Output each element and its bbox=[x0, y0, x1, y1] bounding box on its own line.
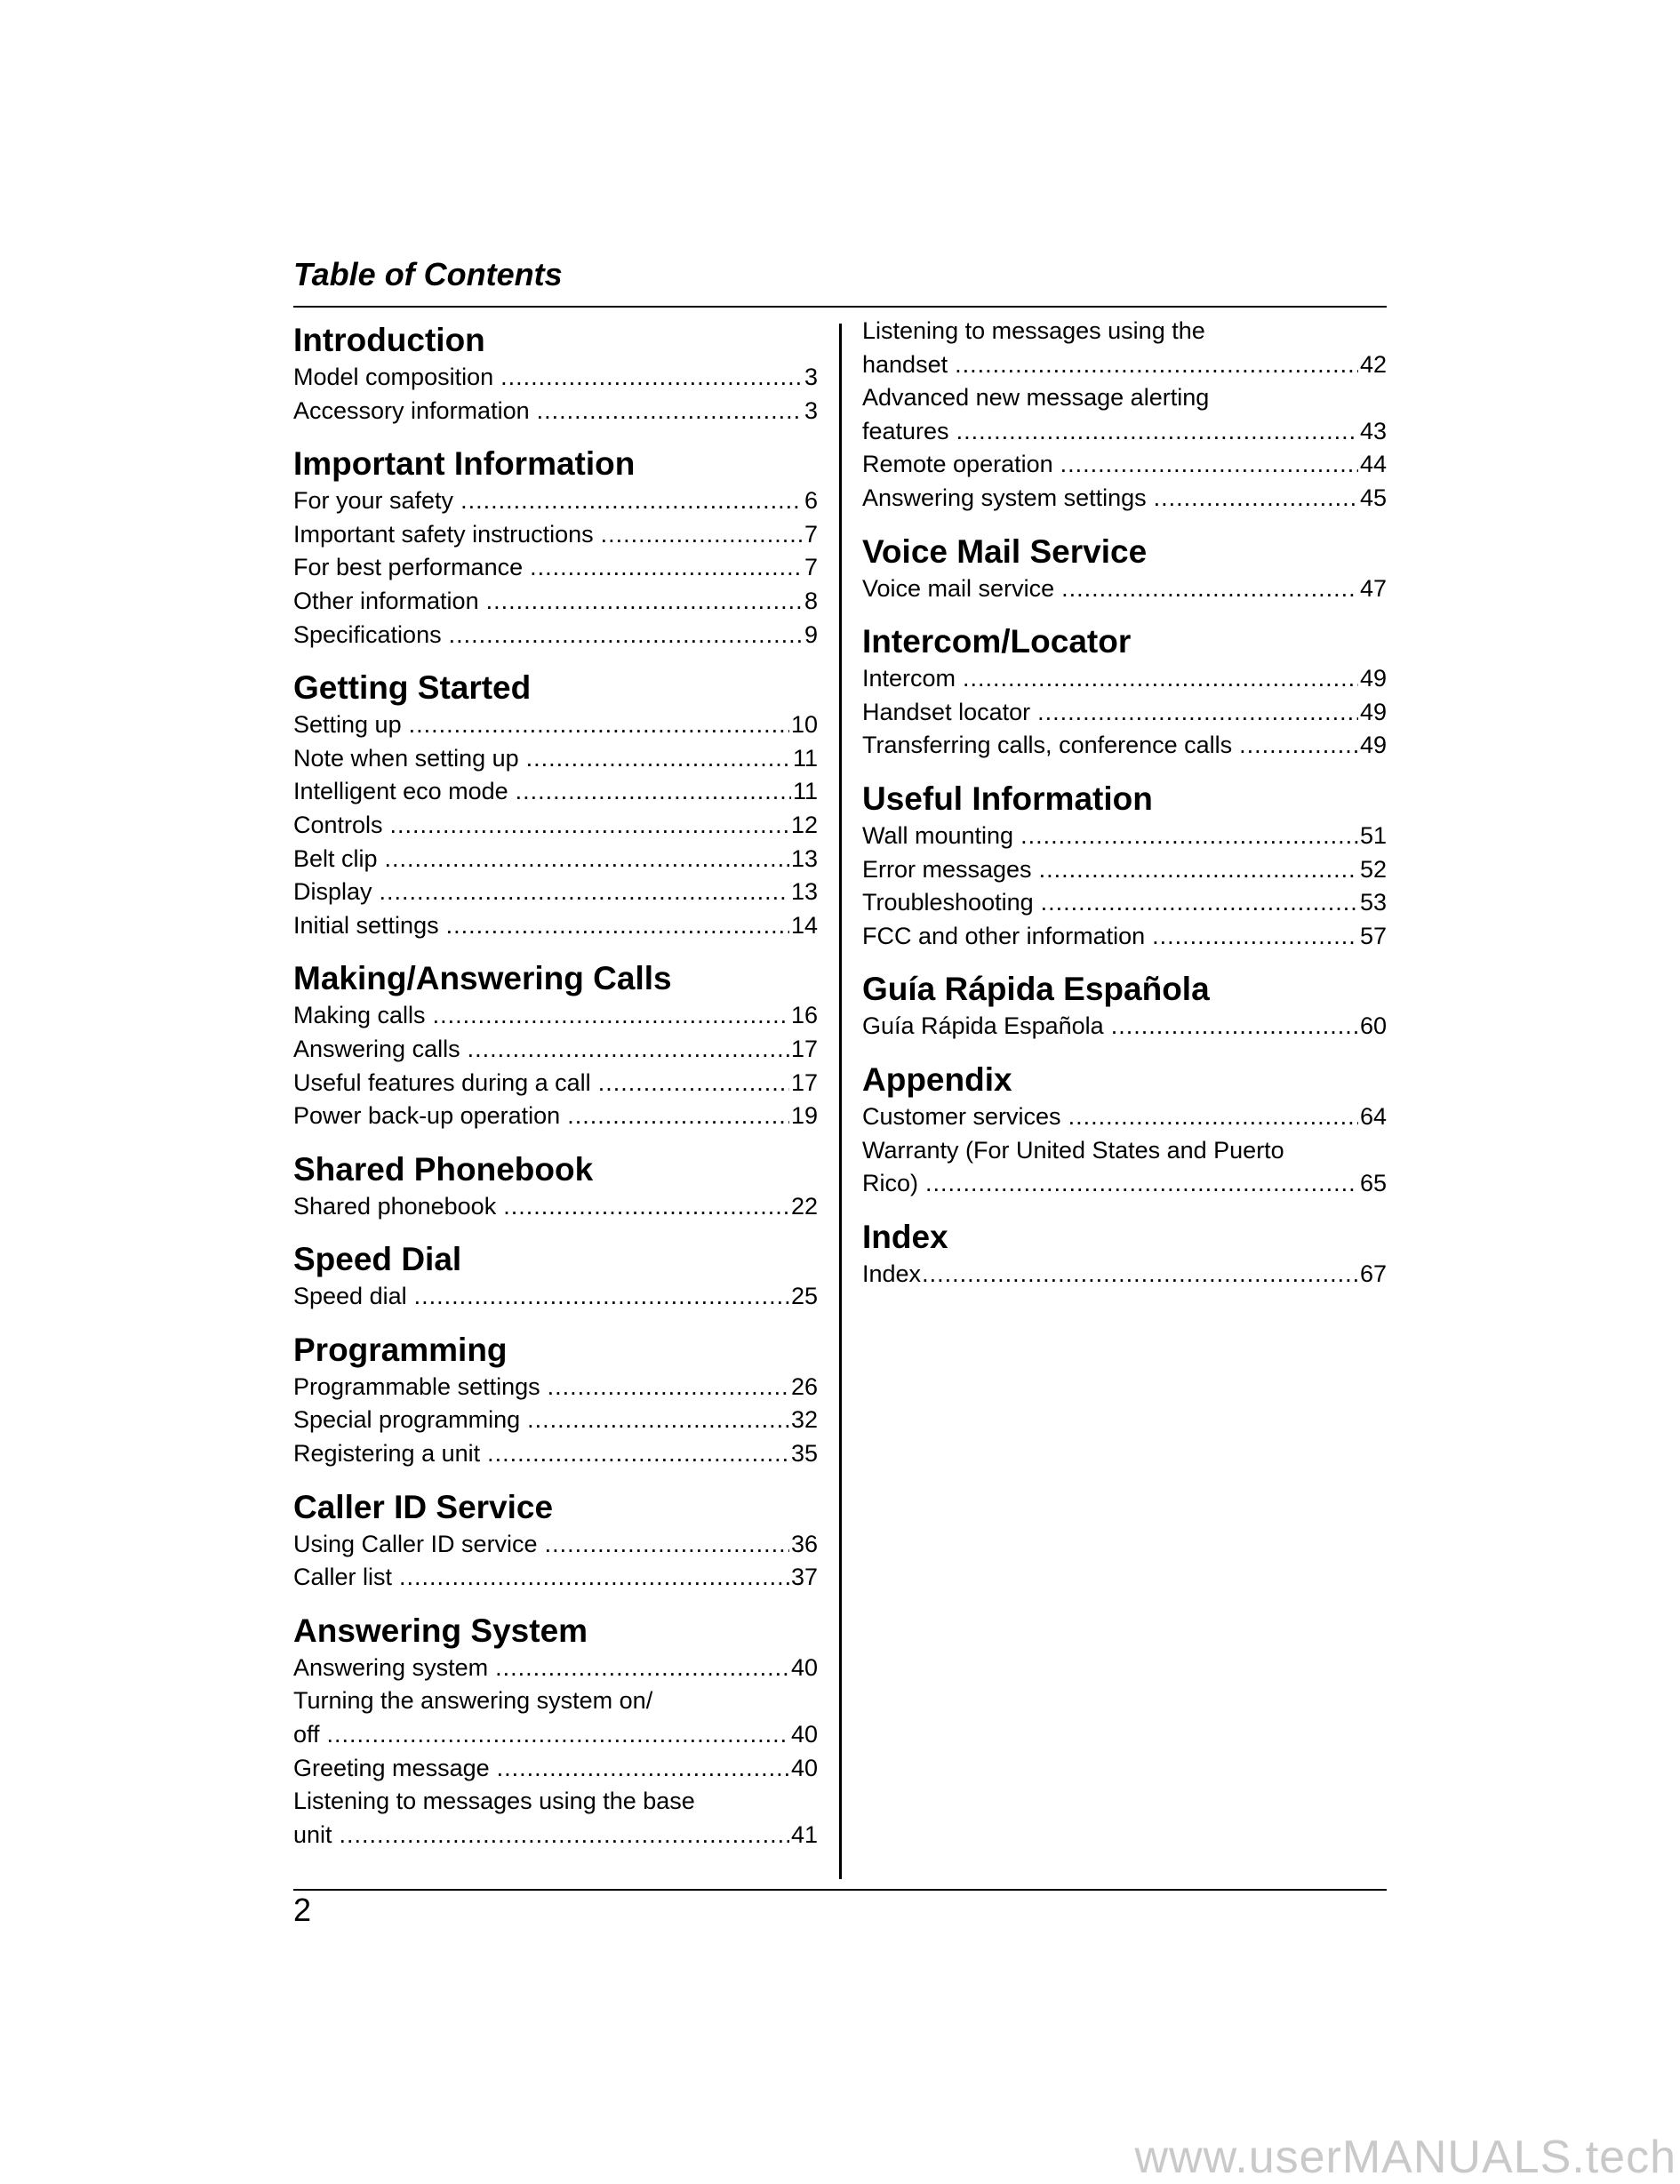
toc-entry-title: Note when setting up bbox=[293, 744, 519, 772]
toc-entry-useful-features-during-a-call[interactable] bbox=[293, 1067, 818, 1100]
toc-section-appendix bbox=[862, 1060, 1387, 1201]
toc-entry-title: Answering calls bbox=[293, 1035, 460, 1062]
section-heading: Getting Started bbox=[293, 669, 532, 707]
toc-left-column bbox=[293, 320, 818, 1868]
toc-entry-title: Important safety instructions bbox=[293, 520, 594, 548]
toc-entry-title: Programmable settings bbox=[293, 1372, 540, 1400]
toc-entry-page: 22 bbox=[790, 1192, 818, 1220]
toc-entry-fcc-and-other-information[interactable] bbox=[862, 920, 1387, 954]
toc-entry-other-information[interactable] bbox=[293, 585, 818, 619]
toc-entry-shared-phonebook[interactable] bbox=[293, 1190, 818, 1224]
toc-entry-page: 60 bbox=[1359, 1012, 1387, 1040]
section-heading: Programming bbox=[293, 1331, 508, 1368]
toc-entry-listening-to-messages-using-the-handset[interactable] bbox=[862, 348, 1387, 382]
toc-entry-page: 67 bbox=[1359, 1260, 1387, 1287]
toc-entry-page: 49 bbox=[1359, 732, 1387, 759]
toc-entry-title: Shared phonebook bbox=[293, 1192, 497, 1220]
toc-section-getting-started bbox=[293, 668, 818, 942]
dot-leader bbox=[1154, 482, 1358, 516]
dot-leader bbox=[487, 1437, 789, 1471]
toc-entry-model-composition[interactable] bbox=[293, 361, 818, 395]
dot-leader bbox=[601, 518, 803, 552]
toc-entry-transferring-calls-conference-calls[interactable] bbox=[862, 729, 1387, 763]
toc-entry-page: 49 bbox=[1359, 698, 1387, 725]
toc-continued-entries bbox=[862, 315, 1387, 516]
dot-leader bbox=[409, 708, 789, 742]
dot-leader bbox=[567, 1100, 789, 1133]
dot-leader bbox=[327, 1718, 789, 1752]
dot-leader bbox=[925, 1167, 1358, 1201]
toc-entry-greeting-message[interactable] bbox=[293, 1752, 818, 1786]
toc-entry-page: 17 bbox=[790, 1035, 818, 1062]
toc-entry-page: 43 bbox=[1359, 417, 1387, 444]
toc-entry-page: 53 bbox=[1359, 889, 1387, 916]
dot-leader bbox=[1041, 886, 1358, 920]
toc-section-important-information bbox=[293, 444, 818, 652]
toc-entry-title-line: Listening to messages using the bbox=[862, 317, 1205, 344]
toc-entry-title: Intelligent eco mode bbox=[293, 778, 508, 805]
toc-section-caller-id-service bbox=[293, 1487, 818, 1595]
toc-section-programming bbox=[293, 1330, 818, 1471]
toc-entry-title: Registering a unit bbox=[293, 1440, 481, 1468]
toc-entry-title: Remote operation bbox=[862, 451, 1053, 478]
toc-entry-page: 35 bbox=[790, 1440, 818, 1468]
toc-entry-title: Setting up bbox=[293, 711, 402, 739]
toc-entry-title: Error messages bbox=[862, 855, 1032, 883]
toc-entry-page: 7 bbox=[804, 554, 818, 581]
toc-entry-title: Display bbox=[293, 878, 372, 906]
toc-section-introduction bbox=[293, 320, 818, 428]
section-heading: Guía Rápida Española bbox=[862, 971, 1210, 1008]
dot-leader bbox=[955, 348, 1358, 382]
toc-entry-page: 41 bbox=[790, 1820, 818, 1848]
toc-entry-intelligent-eco-mode[interactable] bbox=[293, 775, 818, 809]
toc-entry-making-calls[interactable] bbox=[293, 999, 818, 1033]
dot-leader bbox=[500, 361, 803, 395]
toc-entry-page: 9 bbox=[804, 620, 818, 648]
dot-leader bbox=[380, 876, 789, 909]
toc-entry-page: 6 bbox=[804, 487, 818, 515]
section-heading: Making/Answering Calls bbox=[293, 960, 672, 997]
toc-entry-page: 17 bbox=[790, 1068, 818, 1096]
toc-entry-handset-locator[interactable] bbox=[862, 696, 1387, 730]
dot-leader bbox=[527, 1404, 789, 1437]
toc-entry-answering-calls[interactable] bbox=[293, 1033, 818, 1067]
toc-entry-voice-mail-service[interactable] bbox=[862, 572, 1387, 606]
toc-entry-remote-operation[interactable] bbox=[862, 448, 1387, 482]
dot-leader bbox=[963, 662, 1358, 696]
toc-entry-title: Transferring calls, conference calls bbox=[862, 732, 1233, 759]
toc-entry-title: Power back-up operation bbox=[293, 1102, 561, 1130]
toc-entry-title: Voice mail service bbox=[862, 574, 1055, 602]
dot-leader bbox=[503, 1190, 789, 1224]
toc-section-intercom-locator bbox=[862, 621, 1387, 763]
toc-entry-page: 12 bbox=[790, 811, 818, 838]
dot-leader bbox=[1039, 853, 1358, 887]
dot-leader bbox=[468, 1033, 789, 1067]
toc-entry-title: Other information bbox=[293, 587, 479, 614]
toc-entry-page: 3 bbox=[804, 364, 818, 390]
dot-leader bbox=[399, 1561, 789, 1595]
section-heading: Introduction bbox=[293, 322, 485, 358]
toc-entry-caller-list[interactable] bbox=[293, 1561, 818, 1595]
toc-entry-title: Special programming bbox=[293, 1406, 521, 1434]
dot-leader bbox=[1037, 696, 1358, 730]
toc-entry-page: 45 bbox=[1359, 484, 1387, 511]
toc-entry-note-when-setting-up[interactable] bbox=[293, 742, 818, 776]
toc-entry-troubleshooting[interactable] bbox=[862, 886, 1387, 920]
dot-leader bbox=[414, 1280, 789, 1314]
dot-leader bbox=[1239, 729, 1358, 763]
dot-leader bbox=[460, 484, 803, 518]
toc-entry-title: For your safety bbox=[293, 487, 454, 515]
toc-entry-registering-a-unit[interactable] bbox=[293, 1437, 818, 1471]
toc-entry-accessory-information[interactable] bbox=[293, 395, 818, 428]
section-heading: Shared Phonebook bbox=[293, 1150, 594, 1188]
section-heading: Index bbox=[862, 1218, 948, 1255]
dot-leader bbox=[340, 1819, 789, 1852]
toc-entry-special-programming[interactable] bbox=[293, 1404, 818, 1437]
header-rule bbox=[293, 306, 1387, 308]
toc-entry-title-line: Listening to messages using the base bbox=[293, 1788, 695, 1815]
toc-entry-title: handset bbox=[862, 350, 948, 378]
toc-entry-initial-settings[interactable] bbox=[293, 909, 818, 943]
toc-entry-display[interactable] bbox=[293, 876, 818, 909]
toc-section-answering-system bbox=[293, 1611, 818, 1852]
dot-leader bbox=[495, 1652, 789, 1685]
toc-entry-page: 47 bbox=[1359, 574, 1387, 602]
toc-entry-page: 32 bbox=[790, 1406, 818, 1434]
toc-entry-title: Guía Rápida Española bbox=[862, 1012, 1104, 1040]
dot-leader bbox=[446, 909, 789, 943]
dot-leader bbox=[1020, 820, 1358, 853]
footer-rule bbox=[293, 1889, 1387, 1891]
toc-entry-title: Initial settings bbox=[293, 911, 439, 939]
toc-entry-title: Using Caller ID service bbox=[293, 1530, 538, 1557]
toc-entry-page: 52 bbox=[1359, 855, 1387, 883]
dot-leader bbox=[385, 843, 789, 876]
toc-entry-specifications[interactable] bbox=[293, 619, 818, 652]
toc-section-making-answering-calls bbox=[293, 958, 818, 1132]
section-heading: Important Information bbox=[293, 445, 636, 483]
toc-section-shared-phonebook bbox=[293, 1149, 818, 1224]
toc-entry-title: Belt clip bbox=[293, 844, 378, 872]
dot-leader bbox=[1111, 1010, 1358, 1044]
toc-entry-page: 16 bbox=[790, 1002, 818, 1029]
toc-entry-title: Making calls bbox=[293, 1002, 426, 1029]
toc-entry-page: 11 bbox=[792, 778, 818, 805]
toc-entry-warranty-for-united-states-and-puerto-rico[interactable] bbox=[862, 1167, 1387, 1201]
toc-entry-page: 10 bbox=[790, 711, 818, 739]
dot-leader bbox=[548, 1371, 789, 1404]
toc-entry-title: For best performance bbox=[293, 554, 524, 581]
toc-entry-page: 25 bbox=[790, 1283, 818, 1310]
toc-entry-important-safety-instructions[interactable] bbox=[293, 518, 818, 552]
toc-entry-answering-system[interactable] bbox=[293, 1652, 818, 1685]
dot-leader bbox=[1060, 448, 1358, 482]
section-heading: Speed Dial bbox=[293, 1241, 462, 1278]
toc-entry-title-line: Warranty (For United States and Puerto bbox=[862, 1136, 1284, 1164]
toc-section-useful-information bbox=[862, 779, 1387, 953]
toc-entry-page: 49 bbox=[1359, 665, 1387, 692]
dot-leader bbox=[545, 1528, 789, 1562]
toc-entry-page: 40 bbox=[790, 1653, 818, 1681]
toc-entry-title: features bbox=[862, 417, 949, 444]
toc-entry-setting-up[interactable] bbox=[293, 708, 818, 742]
toc-entry-page: 14 bbox=[790, 911, 818, 939]
dot-leader bbox=[537, 395, 803, 428]
toc-entry-title-line: Turning the answering system on/ bbox=[293, 1687, 653, 1715]
toc-entry-page: 40 bbox=[790, 1754, 818, 1781]
toc-entry-title: Useful features during a call bbox=[293, 1068, 591, 1096]
toc-entry-for-your-safety[interactable] bbox=[293, 484, 818, 518]
toc-entry-page: 26 bbox=[790, 1372, 818, 1400]
toc-entry-guia-rapida-espanola[interactable] bbox=[862, 1010, 1387, 1044]
page-title: Table of Contents bbox=[293, 256, 563, 292]
section-heading: Answering System bbox=[293, 1612, 588, 1649]
toc-entry-title: FCC and other information bbox=[862, 922, 1146, 949]
toc-entry-page: 65 bbox=[1359, 1170, 1387, 1197]
toc-entry-intercom[interactable] bbox=[862, 662, 1387, 696]
toc-section-guia-rapida-espanola bbox=[862, 969, 1387, 1044]
toc-entry-title: Answering system bbox=[293, 1653, 489, 1681]
dot-leader bbox=[1152, 920, 1358, 954]
toc-entry-title: unit bbox=[293, 1820, 332, 1848]
toc-entry-using-caller-id-service[interactable] bbox=[293, 1528, 818, 1562]
toc-entry-title: Intercom bbox=[862, 665, 956, 692]
toc-entry-title: Controls bbox=[293, 811, 383, 838]
toc-entry-page: 7 bbox=[804, 520, 818, 548]
toc-entry-page: 42 bbox=[1359, 350, 1387, 378]
column-divider bbox=[839, 324, 842, 1879]
toc-entry-programmable-settings[interactable] bbox=[293, 1371, 818, 1404]
toc-entry-title: off bbox=[293, 1721, 320, 1748]
toc-entry-page: 57 bbox=[1359, 922, 1387, 949]
toc-entry-page: 3 bbox=[804, 396, 818, 424]
section-heading: Appendix bbox=[862, 1060, 1012, 1098]
toc-right-column bbox=[862, 317, 1387, 1307]
page-number: 2 bbox=[293, 1892, 312, 1928]
toc-entry-customer-services[interactable] bbox=[862, 1100, 1387, 1134]
toc-entry-listening-to-messages-using-the-base-unit[interactable] bbox=[293, 1819, 818, 1852]
toc-section-speed-dial bbox=[293, 1239, 818, 1314]
toc-entry-error-messages[interactable] bbox=[862, 853, 1387, 887]
dot-leader bbox=[526, 742, 791, 776]
dot-leader bbox=[433, 999, 789, 1033]
section-heading: Caller ID Service bbox=[293, 1488, 554, 1525]
toc-entry-speed-dial[interactable] bbox=[293, 1280, 818, 1314]
toc-entry-title: Greeting message bbox=[293, 1754, 490, 1781]
dot-leader bbox=[922, 1258, 1358, 1292]
toc-entry-answering-system-settings[interactable] bbox=[862, 482, 1387, 516]
section-heading: Useful Information bbox=[862, 780, 1153, 817]
toc-entry-for-best-performance[interactable] bbox=[293, 551, 818, 585]
toc-entry-page: 19 bbox=[790, 1102, 818, 1130]
watermark: www.userMANUALS.tech bbox=[1134, 2132, 1676, 2183]
toc-entry-title: Accessory information bbox=[293, 396, 530, 424]
dot-leader bbox=[449, 619, 803, 652]
dot-leader bbox=[390, 809, 789, 843]
toc-entry-page: 13 bbox=[790, 844, 818, 872]
toc-entry-title: Customer services bbox=[862, 1102, 1061, 1130]
toc-entry-advanced-new-message-alerting-features[interactable] bbox=[862, 415, 1387, 449]
toc-entry-title: Model composition bbox=[293, 364, 494, 390]
toc-entry-wall-mounting[interactable] bbox=[862, 820, 1387, 853]
dot-leader bbox=[486, 585, 803, 619]
dot-leader bbox=[598, 1067, 789, 1100]
dot-leader bbox=[1061, 572, 1358, 606]
dot-leader bbox=[530, 551, 803, 585]
toc-entry-turning-the-answering-system-on-off[interactable] bbox=[293, 1718, 818, 1752]
toc-entry-belt-clip[interactable] bbox=[293, 843, 818, 876]
toc-entry-title: Rico) bbox=[862, 1170, 919, 1197]
toc-entry-title-line: Advanced new message alerting bbox=[862, 384, 1210, 412]
dot-leader bbox=[1068, 1100, 1358, 1134]
toc-entry-title: Troubleshooting bbox=[862, 889, 1034, 916]
toc-entry-page: 40 bbox=[790, 1721, 818, 1748]
dot-leader bbox=[956, 415, 1358, 449]
toc-entry-page: 64 bbox=[1359, 1102, 1387, 1130]
section-heading: Voice Mail Service bbox=[862, 532, 1148, 570]
toc-entry-title: Answering system settings bbox=[862, 484, 1147, 511]
toc-section-index bbox=[862, 1217, 1387, 1292]
toc-entry-title: Speed dial bbox=[293, 1283, 407, 1310]
toc-entry-page: 8 bbox=[804, 587, 818, 614]
toc-section-voice-mail-service bbox=[862, 532, 1387, 606]
toc-entry-title: Caller list bbox=[293, 1564, 393, 1591]
toc-entry-index[interactable] bbox=[862, 1258, 1387, 1292]
dot-leader bbox=[516, 775, 791, 809]
toc-entry-title: Index bbox=[862, 1260, 922, 1287]
toc-entry-page: 11 bbox=[792, 744, 818, 772]
section-heading: Intercom/Locator bbox=[862, 623, 1132, 660]
toc-entry-title: Specifications bbox=[293, 620, 442, 648]
toc-entry-page: 51 bbox=[1359, 821, 1387, 849]
toc-entry-page: 37 bbox=[790, 1564, 818, 1591]
toc-entry-title: Handset locator bbox=[862, 698, 1031, 725]
toc-entry-title: Wall mounting bbox=[862, 821, 1014, 849]
toc-entry-controls[interactable] bbox=[293, 809, 818, 843]
toc-entry-page: 44 bbox=[1359, 451, 1387, 478]
dot-leader bbox=[497, 1752, 789, 1786]
toc-entry-page: 36 bbox=[790, 1530, 818, 1557]
toc-entry-power-back-up-operation[interactable] bbox=[293, 1100, 818, 1133]
toc-entry-page: 13 bbox=[790, 878, 818, 906]
